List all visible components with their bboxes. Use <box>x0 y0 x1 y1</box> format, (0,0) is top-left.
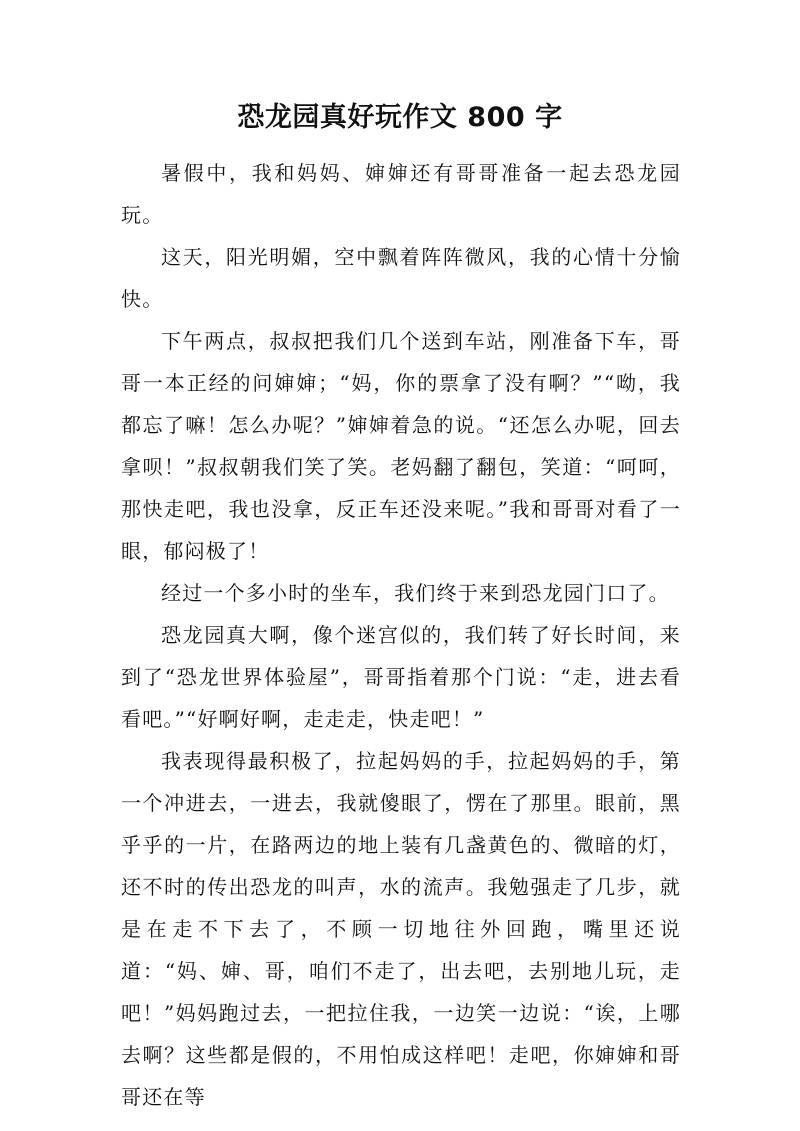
document-title: 恐龙园真好玩作文 800 字 <box>237 102 563 133</box>
document-body <box>121 152 681 1118</box>
paragraph-1: 暑假中，我和妈妈、婶婶还有哥哥准备一起去恐龙园玩。 <box>121 161 681 227</box>
paragraph-6: 我表现得最积极了，拉起妈妈的手，拉起妈妈的手，第一个冲进去，一进去，我就傻眼了，愣在了那里。眼前，黑乎乎的一片，在路两边的地上装有几盏黄色的、微暗的灯，还不时的传出恐龙的叫声，水的流声。我勉强走了几步，就是在走不下去了，不顾一切地往外回跑，嘴里还说道：“妈、婶、哥，咱们不走了，出去吧，去别地儿玩，走吧！”妈妈跑过去，一把拉住我，一边笑一边说：“诶，上哪去啊？这些都是假的，不用怕成这样吧！走吧，你婶婶和哥哥还在等 <box>121 749 681 1109</box>
paragraph-4: 经过一个多小时的坐车，我们终于来到恐龙园门口了。 <box>161 581 670 605</box>
paragraph-5: 恐龙园真大啊，像个迷宫似的，我们转了好长时间，来到了“恐龙世界体验屋”，哥哥指着那个门说：“走，进去看看吧。”“好啊好啊，走走走，快走吧！” <box>121 623 681 731</box>
paragraph-3: 下午两点，叔叔把我们几个送到车站，刚准备下车，哥哥一本正经的问婶婶；“妈，你的票拿了没有啊？”“呦，我都忘了嘛！怎么办呢？”婶婶着急的说。“还怎么办呢，回去拿呗！”叔叔朝我们笑了笑。老妈翻了翻包，笑道：“呵呵，那快走吧，我也没拿，反正车还没来呢。”我和哥哥对看了一眼，郁闷极了！ <box>121 329 681 563</box>
paragraph-2: 这天，阳光明媚，空中飘着阵阵微风，我的心情十分愉快。 <box>121 245 681 311</box>
